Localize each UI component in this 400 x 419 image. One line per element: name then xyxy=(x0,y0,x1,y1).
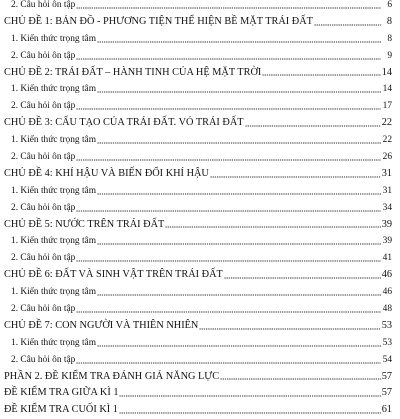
dot-leader xyxy=(76,362,381,364)
toc-page-number: 46 xyxy=(381,269,392,281)
toc-entry[interactable] xyxy=(4,267,392,284)
toc-page-number: 54 xyxy=(382,354,392,365)
toc-page-number: 48 xyxy=(382,304,392,315)
dot-leader xyxy=(210,176,381,178)
dot-leader xyxy=(76,58,381,60)
dot-leader xyxy=(97,294,381,296)
dot-leader xyxy=(119,395,380,397)
table-of-contents xyxy=(4,0,392,419)
toc-entry[interactable] xyxy=(4,402,392,419)
toc-entry[interactable] xyxy=(4,166,392,183)
toc-page-number: 8 xyxy=(386,15,392,27)
toc-entry[interactable] xyxy=(4,369,392,386)
toc-page-number: 53 xyxy=(381,319,392,331)
toc-page-number: 26 xyxy=(382,152,392,163)
dot-leader xyxy=(76,7,381,9)
toc-entry-title: 2. Câu hỏi ôn tập xyxy=(11,101,76,112)
toc-entry-title: 1. Kiến thức trọng tâm xyxy=(11,287,97,298)
dot-leader xyxy=(165,226,380,228)
toc-page-number: 46 xyxy=(382,287,392,298)
toc-entry-title: CHỦ ĐỀ 2: TRÁI ĐẤT – HÀNH TINH CỦA HỆ MẶT TRỜI xyxy=(4,66,262,78)
toc-page-number: 41 xyxy=(382,253,392,264)
toc-entry-title: CHỦ ĐỀ 7: CON NGƯỜI VÀ THIÊN NHIÊN xyxy=(4,319,199,331)
toc-page-number: 22 xyxy=(381,117,392,129)
toc-subentry[interactable] xyxy=(4,149,392,166)
toc-entry-title: 2. Câu hỏi ôn tập xyxy=(11,354,76,365)
toc-entry-title: 1. Kiến thức trọng tâm xyxy=(11,185,97,196)
toc-entry-title: 1. Kiến thức trọng tâm xyxy=(11,135,97,146)
toc-subentry[interactable] xyxy=(4,98,392,115)
toc-page-number: 57 xyxy=(381,387,392,399)
toc-entry-title: CHỦ ĐỀ 3: CẤU TẠO CỦA TRÁI ĐẤT. VỎ TRÁI ĐẤT xyxy=(4,117,244,129)
toc-page-number: 53 xyxy=(382,337,392,348)
toc-entry[interactable] xyxy=(4,65,392,82)
toc-page-number: 8 xyxy=(387,33,392,44)
dot-leader xyxy=(76,108,381,110)
toc-subentry[interactable] xyxy=(4,200,392,217)
toc-page-number: 31 xyxy=(382,185,392,196)
dot-leader xyxy=(97,142,381,144)
toc-page-number: 22 xyxy=(382,135,392,146)
dot-leader xyxy=(76,311,381,313)
toc-entry-title: 2. Câu hỏi ôn tập xyxy=(11,253,76,264)
toc-subentry[interactable] xyxy=(4,250,392,267)
toc-entry-title: 1. Kiến thức trọng tâm xyxy=(11,236,97,247)
toc-page-number: 9 xyxy=(387,50,392,61)
toc-page-number: 31 xyxy=(381,167,392,179)
toc-subentry[interactable] xyxy=(4,31,392,48)
toc-page-number: 17 xyxy=(382,101,392,112)
toc-entry-title: PHẦN 2. ĐỀ KIỂM TRA ĐÁNH GIÁ NĂNG LỰC xyxy=(4,370,220,382)
toc-page-number: 14 xyxy=(382,84,392,95)
toc-subentry[interactable] xyxy=(4,81,392,98)
toc-subentry[interactable] xyxy=(4,0,392,14)
toc-entry-title: 2. Câu hỏi ôn tập xyxy=(11,0,76,10)
dot-leader xyxy=(97,345,381,347)
toc-subentry[interactable] xyxy=(4,233,392,250)
toc-subentry[interactable] xyxy=(4,132,392,149)
toc-entry-title: CHỦ ĐỀ 1: BẢN ĐỒ - PHƯƠNG TIỆN THỂ HIỆN BỀ MẶT TRÁI ĐẤT xyxy=(4,15,313,27)
dot-leader xyxy=(224,277,381,279)
toc-subentry[interactable] xyxy=(4,284,392,301)
toc-entry-title: CHỦ ĐỀ 4: KHÍ HẬU VÀ BIẾN ĐỔI KHÍ HẬU xyxy=(4,167,209,179)
dot-leader xyxy=(97,243,381,245)
dot-leader xyxy=(245,125,381,127)
toc-page-number: 57 xyxy=(381,370,392,382)
dot-leader xyxy=(76,260,381,262)
toc-entry-title: CHỦ ĐỀ 5: NƯỚC TRÊN TRÁI ĐẤT xyxy=(4,218,165,230)
toc-subentry[interactable] xyxy=(4,352,392,369)
toc-entry[interactable] xyxy=(4,217,392,234)
toc-page-number: 14 xyxy=(381,66,392,78)
toc-entry-title: 2. Câu hỏi ôn tập xyxy=(11,50,76,61)
toc-entry-title: 1. Kiến thức trọng tâm xyxy=(11,33,97,44)
toc-entry[interactable] xyxy=(4,14,392,31)
toc-entry-title: ĐỀ KIỂM TRA GIỮA KÌ 1 xyxy=(4,387,119,399)
dot-leader xyxy=(119,412,381,414)
toc-page-number: 39 xyxy=(382,236,392,247)
toc-subentry[interactable] xyxy=(4,335,392,352)
toc-entry[interactable] xyxy=(4,318,392,335)
toc-entry-title: 1. Kiến thức trọng tâm xyxy=(11,337,97,348)
toc-entry-title: 2. Câu hỏi ôn tập xyxy=(11,202,76,213)
toc-page-number: 61 xyxy=(381,404,392,416)
dot-leader xyxy=(97,91,381,93)
dot-leader xyxy=(76,210,381,212)
toc-page-number: 39 xyxy=(381,218,392,230)
toc-page-number: 34 xyxy=(382,202,392,213)
toc-entry-title: CHỦ ĐỀ 6: ĐẤT VÀ SINH VẬT TRÊN TRÁI ĐẤT xyxy=(4,269,223,281)
toc-entry-title: 2. Câu hỏi ôn tập xyxy=(11,304,76,315)
toc-entry-title: 1. Kiến thức trọng tâm xyxy=(11,84,97,95)
toc-subentry[interactable] xyxy=(4,48,392,65)
dot-leader xyxy=(97,193,381,195)
dot-leader xyxy=(76,159,381,161)
dot-leader xyxy=(314,24,381,26)
toc-subentry[interactable] xyxy=(4,183,392,200)
toc-page-number: 6 xyxy=(387,0,392,10)
dot-leader xyxy=(220,378,381,380)
toc-entry[interactable] xyxy=(4,115,392,132)
dot-leader xyxy=(97,41,381,43)
dot-leader xyxy=(262,74,380,76)
toc-entry-title: 2. Câu hỏi ôn tập xyxy=(11,152,76,163)
toc-subentry[interactable] xyxy=(4,301,392,318)
dot-leader xyxy=(199,328,380,330)
toc-entry-title: ĐỀ KIỂM TRA CUỐI KÌ 1 xyxy=(4,404,118,416)
